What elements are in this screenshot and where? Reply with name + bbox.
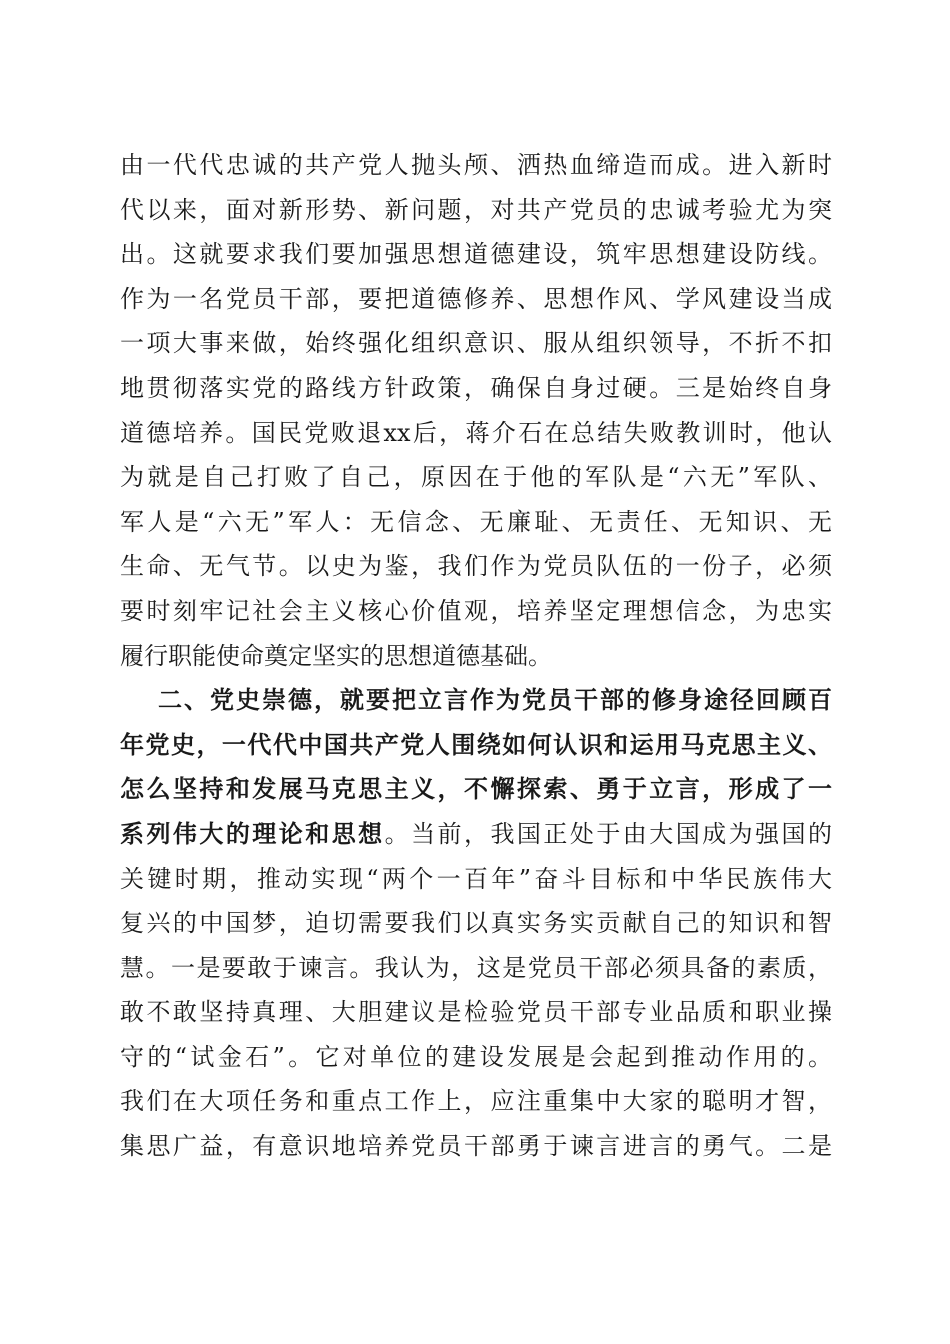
body-line: 复兴的中国梦，迫切需要我们以真实务实贡献自己的知识和智 xyxy=(120,909,832,938)
body-line: 军人是“六无”军人：无信念、无廉耻、无责任、无知识、无 xyxy=(120,507,832,536)
section-heading-line: 怎么坚持和发展马克思主义，不懈探索、勇于立言，形成了一 xyxy=(120,775,832,804)
section-heading-line: 年党史，一代代中国共产党人围绕如何认识和运用马克思主义、 xyxy=(120,730,832,759)
body-line: 慧。一是要敢于谏言。我认为，这是党员干部必须具备的素质， xyxy=(120,953,832,982)
body-line: 一项大事来做，始终强化组织意识、服从组织领导，不折不扣 xyxy=(120,329,832,358)
document-body xyxy=(120,143,832,1169)
body-line: 要时刻牢记社会主义核心价值观，培养坚定理想信念，为忠实 xyxy=(120,596,832,625)
body-line: 关键时期，推动实现“两个一百年”奋斗目标和中华民族伟大 xyxy=(120,864,832,893)
body-line: 道德培养。国民党败退xx后，蒋介石在总结失败教训时，他认 xyxy=(120,418,832,447)
body-text: 。当前，我国正处于由大国成为强国的 xyxy=(384,819,833,848)
body-line: 代以来，面对新形势、新问题，对共产党员的忠诚考验尤为突 xyxy=(120,195,832,224)
body-line: 生命、无气节。以史为鉴，我们作为党员队伍的一份子，必须 xyxy=(120,552,832,581)
body-line: 作为一名党员干部，要把道德修养、思想作风、学风建设当成 xyxy=(120,284,832,313)
body-line: 我们在大项任务和重点工作上，应注重集中大家的聪明才智， xyxy=(120,1087,832,1116)
body-line: 出。这就要求我们要加强思想道德建设，筑牢思想建设防线。 xyxy=(120,240,832,269)
body-line: 集思广益，有意识地培养党员干部勇于谏言进言的勇气。二是 xyxy=(120,1132,832,1161)
body-line: 由一代代忠诚的共产党人抛头颅、洒热血缔造而成。进入新时 xyxy=(120,151,832,179)
section-heading-end: 系列伟大的理论和思想 xyxy=(120,819,385,848)
body-line: 为就是自己打败了自己，原因在于他的军队是“六无”军队、 xyxy=(120,463,832,492)
section-heading-line: 二、党史崇德，就要把立言作为党员干部的修身途径回顾百 xyxy=(158,686,832,715)
body-line: 守的“试金石”。它对单位的建设发展是会起到推动作用的。 xyxy=(120,1042,832,1071)
body-line: 地贯彻落实党的路线方针政策，确保自身过硬。三是始终自身 xyxy=(120,373,832,402)
body-line: 敢不敢坚持真理、大胆建议是检验党员干部专业品质和职业操 xyxy=(120,998,832,1027)
body-line: 履行职能使命奠定坚实的思想道德基础。 xyxy=(120,641,552,670)
mixed-line xyxy=(120,812,832,857)
